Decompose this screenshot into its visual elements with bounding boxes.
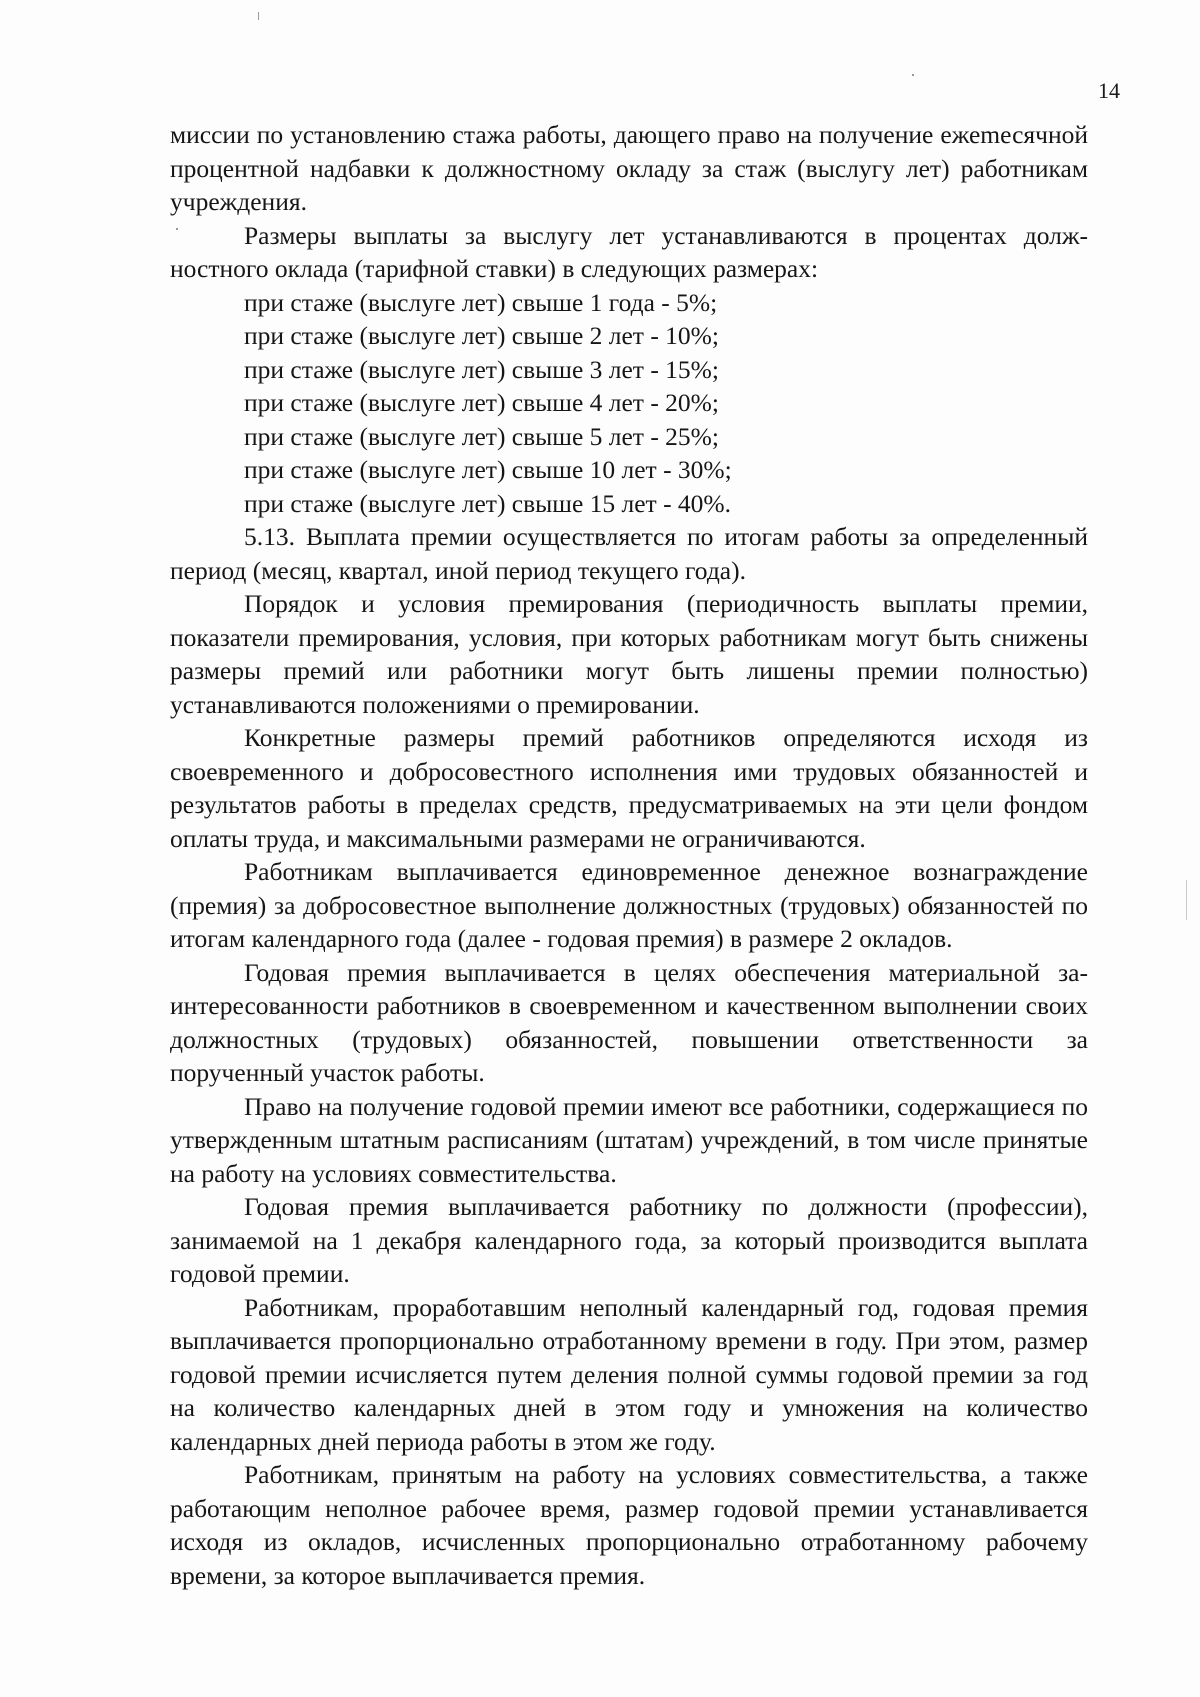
scan-speck <box>258 12 259 20</box>
document-body <box>170 118 1088 1592</box>
paragraph-annual-bonus-eligibility: Право на получение годовой премии имеют все работники, содержащиеся по утвержденным штатным расписаниям (штатам) учреждений, в том числе принятые на работу на условиях совместительства. <box>170 1091 1088 1188</box>
paragraph-seniority-intro: Размеры выплаты за выслугу лет устанавливаются в процентах должностного оклада (тарифной ставки) в следующих размерах: <box>170 220 1088 283</box>
seniority-rate-item: при стаже (выслуге лет) свыше 10 лет - 30%; <box>244 455 732 484</box>
scan-speck <box>912 74 914 76</box>
seniority-rate-list <box>170 286 1088 521</box>
paragraph-part-time: Работникам, принятым на работу на условиях совместительства, а также работающим неполное рабочее время, размер годовой премии устанавливается исходя из окладов, исчисленных пропорционально отработанному рабочему времени, за которое выплачивается премия. <box>170 1460 1088 1590</box>
paragraph-bonus-amounts: Конкретные размеры премий работников определяются исходя из своевременного и добросовестного исполнения ими трудовых обязанностей и результатов работы в пределах средств, предусматриваемых на эти цели фондом оплаты труда, и максимальными размерами не ограничиваются. <box>170 723 1088 853</box>
paragraph-continuation: миссии по установлению стажа работы, дающего право на получение ежеmесячной процентной надбавки к должностному окладу за стаж (выслугу лет) работникам учреждения. <box>170 120 1088 216</box>
paragraph-bonus-procedure: Порядок и условия премирования (периодичность выплаты премии, показатели премирования, условия, при которых работникам могут быть снижены размеры премий или работники могут быть лишены премии полностью) устанавливаются положениями о премировании. <box>170 589 1088 719</box>
paragraph-annual-bonus-position: Годовая премия выплачивается работнику по должности (профессии), занимаемой на 1 декабря календарного года, за который производится выплата годовой премии. <box>170 1192 1088 1288</box>
page-number: 14 <box>1098 78 1120 103</box>
paragraph-annual-bonus: Работникам выплачивается единовременное денежное вознаграждение (премия) за добросовестное выполнение должностных (трудовых) обязанностей по итогам календарного года (далее - годовая премия) в размере 2 окладов. <box>170 857 1088 953</box>
paragraph-annual-bonus-purpose: Годовая премия выплачивается в целях обеспечения материальной заинтересованности работников в своевременном и качественном выполнении своих должностных (трудовых) обязанностей, повышении ответственности за порученный участок работы. <box>170 957 1088 1087</box>
seniority-rate-item: при стаже (выслуге лет) свыше 5 лет - 25%; <box>244 421 720 451</box>
paragraph-partial-year: Работникам, проработавшим неполный календарный год, годовая премия выплачивается пропорционально отработанному времени в году. При этом, размер годовой премии исчисляется путем деления полной суммы годовой премии за год на количество календарных дней в этом году и умножения на количество календарных дней периода работы в этом же году. <box>170 1292 1088 1456</box>
seniority-rate-item: при стаже (выслуге лет) свыше 4 лет - 20%; <box>244 388 720 417</box>
seniority-rate-item: при стаже (выслуге лет) свыше 2 лет - 10%; <box>244 321 720 350</box>
seniority-rate-item: при стаже (выслуге лет) свыше 1 года - 5%; <box>244 287 718 317</box>
section-5-13: 5.13. Выплата премии осуществляется по итогам работы за определенный период (месяц, квартал, иной период текущего года). <box>170 522 1088 585</box>
scan-speck <box>1186 880 1187 920</box>
seniority-rate-item: при стаже (выслуге лет) свыше 3 лет - 15%; <box>244 354 720 384</box>
seniority-rate-item: при стаже (выслуге лет) свыше 15 лет - 40%. <box>244 488 732 518</box>
